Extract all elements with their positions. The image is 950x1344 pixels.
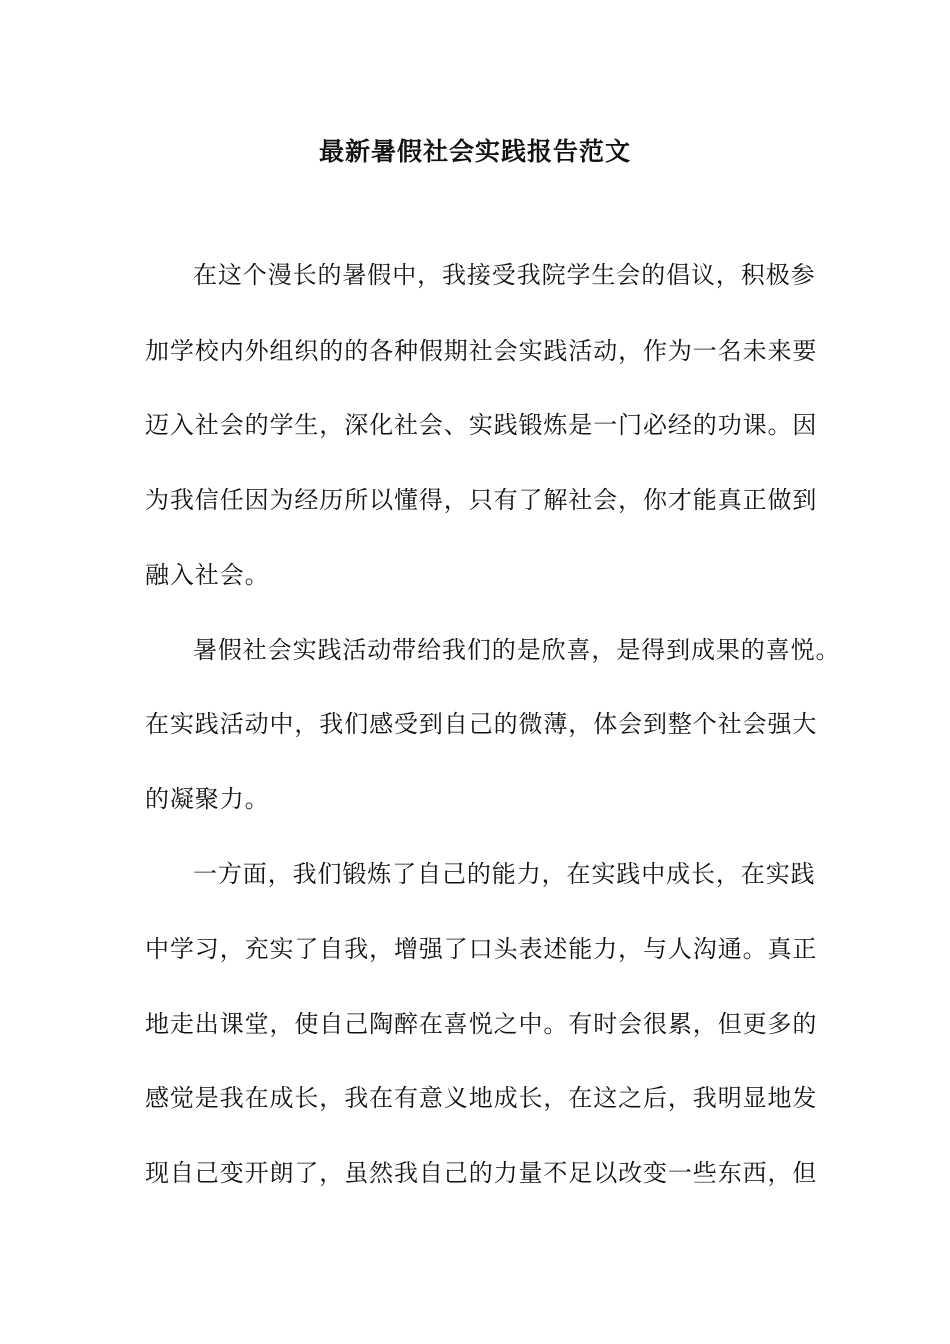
paragraph-2-line-2: 在实践活动中，我们感受到自己的微薄，体会到整个社会强大	[145, 710, 818, 738]
paragraph-3-line-1: 一方面，我们锻炼了自己的能力，在实践中成长，在实践	[193, 860, 816, 888]
paragraph-3-line-2: 中学习，充实了自我，增强了口头表述能力，与人沟通。真正	[145, 935, 818, 963]
paragraph-3-line-3: 地走出课堂，使自己陶醉在喜悦之中。有时会很累，但更多的	[145, 1010, 818, 1038]
paragraph-3-line-5: 现自己变开朗了，虽然我自己的力量不足以改变一些东西，但	[145, 1159, 818, 1187]
paragraph-2-line-1: 暑假社会实践活动带给我们的是欣喜，是得到成果的喜悦。	[193, 636, 841, 664]
paragraph-1-line-4: 为我信任因为经历所以懂得，只有了解社会，你才能真正做到	[145, 486, 818, 514]
paragraph-2-line-3: 的凝聚力。	[145, 785, 270, 813]
paragraph-1-line-5: 融入社会。	[145, 561, 270, 589]
paragraph-1-line-1: 在这个漫长的暑假中，我接受我院学生会的倡议，积极参	[193, 261, 816, 289]
paragraph-1-line-2: 加学校内外组织的的各种假期社会实践活动，作为一名未来要	[145, 337, 818, 365]
paragraph-3-line-4: 感觉是我在成长，我在有意义地成长，在这之后，我明显地发	[145, 1084, 818, 1112]
document-title: 最新暑假社会实践报告范文	[318, 137, 631, 166]
paragraph-1-line-3: 迈入社会的学生，深化社会、实践锻炼是一门必经的功课。因	[145, 411, 818, 439]
